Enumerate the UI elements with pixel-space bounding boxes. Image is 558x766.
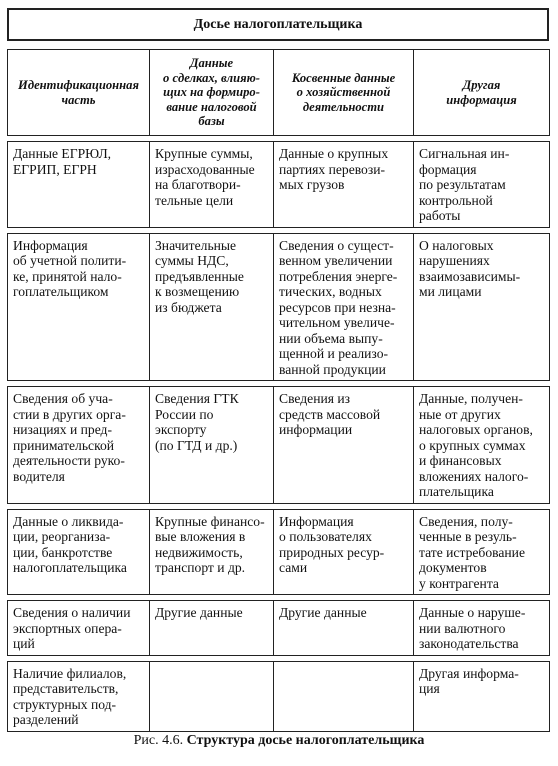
table-cell: Информация о пользователях природных ресур- сами (274, 509, 414, 595)
table-cell: Сведения об уча- стии в других орга- низациях и пред- принимательской деятельности руко- водителя (8, 387, 150, 504)
table-cell: Крупные суммы, израсходованные на благотвори- тельные цели (150, 142, 274, 228)
table-cell: Крупные финансо- вые вложения в недвижимость, транспорт и др. (150, 509, 274, 595)
table-cell (150, 661, 274, 731)
header-row (8, 50, 550, 136)
table-cell: Сведения, полу- ченные в резуль- тате истребование документов у контрагента (414, 509, 550, 595)
table-row (8, 142, 550, 228)
table-cell: Информация об учетной полити- ке, принятой нало- гоплательщиком (8, 233, 150, 381)
table-cell: Другие данные (150, 601, 274, 656)
table-cell: Значительные суммы НДС, предъявленные к возмещению из бюджета (150, 233, 274, 381)
caption-title: Структура досье налогоплательщика (186, 733, 425, 748)
table-cell: Данные о ликвида- ции, реорганиза- ции, банкротстве налогоплательщика (8, 509, 150, 595)
table-cell: Сведения ГТК России по экспорту (по ГТД и др.) (150, 387, 274, 504)
table-cell: Данные ЕГРЮЛ, ЕГРИП, ЕГРН (8, 142, 150, 228)
table-cell (274, 661, 414, 731)
table-row (8, 601, 550, 656)
column-header-transactions: Данные о сделках, влияю- щих на формиро- вание налоговой базы (150, 50, 274, 136)
table-cell: Данные о крупных партиях перевози- мых грузов (274, 142, 414, 228)
table-row (8, 661, 550, 731)
table-cell: Сведения о сущест- венном увеличении потребления энерге- тических, водных ресурсов при незна- чительном увеличе- нии объема выпу- щенной и реализо- ванной продукции (274, 233, 414, 381)
table-cell: Другие данные (274, 601, 414, 656)
table-cell: О налоговых нарушениях взаимозависимы- ми лицами (414, 233, 550, 381)
table-cell: Другая информа- ция (414, 661, 550, 731)
dossier-figure (7, 8, 549, 726)
table-row (8, 233, 550, 381)
table-cell: Сигнальная ин- формация по результатам контрольной работы (414, 142, 550, 228)
table-cell: Сведения из средств массовой информации (274, 387, 414, 504)
dossier-title: Досье налогоплательщика (7, 8, 549, 41)
table-cell: Сведения о наличии экспортных опера- ций (8, 601, 150, 656)
caption-prefix: Рис. 4.6. (133, 733, 184, 748)
table-cell: Наличие филиалов, представительств, структурных под- разделений (8, 661, 150, 731)
column-header-indirect-data: Косвенные данные о хозяйственной деятельности (274, 50, 414, 136)
column-header-other-info: Другая информация (414, 50, 550, 136)
figure-caption (0, 733, 558, 749)
table-row (8, 387, 550, 504)
table-cell: Данные, получен- ные от других налоговых органов, о крупных суммах и финансовых вложениях налого- плательщика (414, 387, 550, 504)
dossier-table (7, 49, 550, 732)
table-row (8, 509, 550, 595)
table-cell: Данные о наруше- нии валютного законодательства (414, 601, 550, 656)
column-header-identification: Идентификационная часть (8, 50, 150, 136)
